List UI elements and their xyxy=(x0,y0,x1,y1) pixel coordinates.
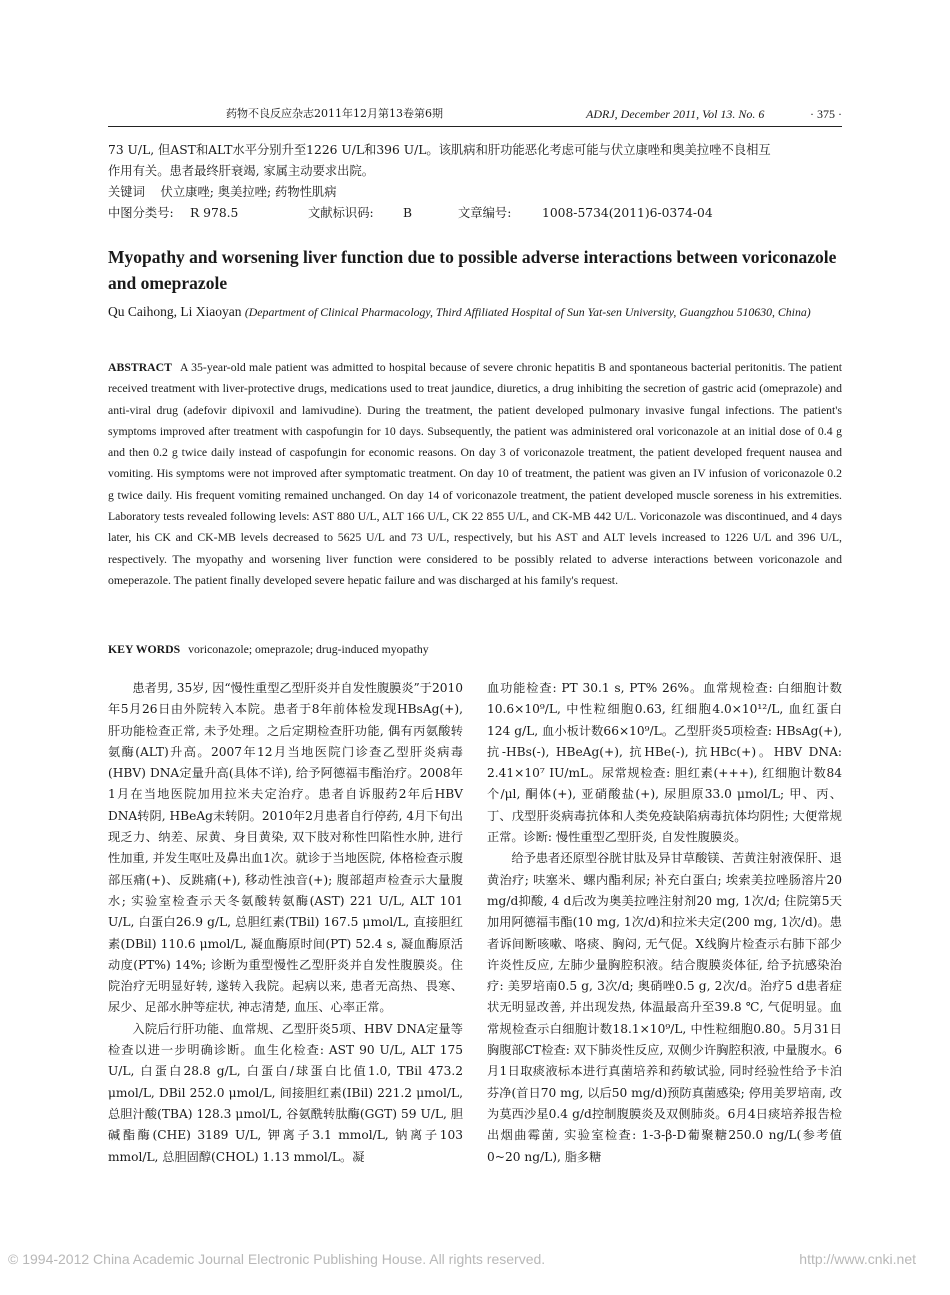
keywords-en-value: voriconazole; omeprazole; drug-induced myopathy xyxy=(188,643,429,656)
copyright-footer xyxy=(8,1250,942,1268)
english-authors xyxy=(108,302,842,322)
abstract-label: ABSTRACT xyxy=(108,361,172,374)
body-column-right xyxy=(487,678,842,1168)
article-label: 文章编号: xyxy=(458,206,512,220)
body-paragraph: 给予患者还原型谷胱甘肽及异甘草酸镁、苦黄注射液保肝、退黄治疗; 呋塞米、螺内酯利尿; 补充白蛋白; 埃索美拉唑肠溶片20 mg/d抑酸, 4 d后改为奥美拉唑注射剂20 mg, 1次/d; 住院第5天加用阿德福韦酯(10 mg, 1次/d)和拉米夫定(200 mg, 1次/d)。患者诉间断咳嗽、咯痰、胸闷, 无气促。X线胸片检查示右肺下部少许炎性反应, 左肺少量胸腔积液。结合腹膜炎体征, 给予抗感染治疗: 美罗培南0.5 g, 3次/d; 奥硝唑0.5 g, 2次/d。治疗5 d患者症状无明显改善, 并出现发热, 体温最高升至39.8 ℃, 气促明显。血常规检查示白细胞计数18.1×10⁹/L, 中性粒细胞0.80。5月31日胸腹部CT检查: 双下肺炎性反应, 双侧少许胸腔积液, 中量腹水。6月1日取痰液标本进行真菌培养和药敏试验, 同时经验性给予卡泊芬净(首日70 mg, 以后50 mg/d)预防真菌感染; 停用美罗培南, 改为莫西沙星0.4 g/d控制腹膜炎及双侧肺炎。6月4日痰培养报告检出烟曲霉菌, 实验室检查: 1-3-β-D葡聚糖250.0 ng/L(参考值0~20 ng/L), 脂多糖 xyxy=(487,851,842,1164)
body-paragraph: 血功能检查: PT 30.1 s, PT% 26%。血常规检查: 白细胞计数10.6×10⁹/L, 中性粒细胞0.63, 红细胞4.0×10¹²/L, 血红蛋白124 g/L, 血小板计数66×10⁹/L。乙型肝炎5项检查: HBsAg(+), 抗-HBs(-), HBeAg(+), 抗HBe(-), 抗HBc(+)。HBV DNA: 2.41×10⁷ IU/mL。尿常规检查: 胆红素(+++), 红细胞计数84个/μl, 酮体(+), 亚硝酸盐(+), 尿胆原33.0 μmol/L; 甲、丙、丁、戊型肝炎病毒抗体和人类免疫缺陷病毒抗体均阴性; 大便常规正常。诊断: 慢性重型乙型肝炎, 自发性腹膜炎。 xyxy=(487,681,842,845)
keywords-cn-value: 伏立康唑; 奥美拉唑; 药物性肌病 xyxy=(160,185,337,199)
abstract-text: A 35-year-old male patient was admitted to hospital because of severe chronic hepatitis B and spontaneous bacterial peritonitis. The patient received treatment with liver-protective drugs, medications used to treat jaundice, diuretics, a drug inhibiting the secretion of gastric acid (omeprazole) and anti-viral drug (adefovir dipivoxil and lamivudine). During the treatment, the patient developed pulmonary invasive fungal infections. The patient's symptoms improved after treatment with caspofungin for 10 days. Subsequently, the patient was administered oral voriconazole at an initial dose of 0.4 g and then 0.2 g twice daily instead of caspofungin for economic reasons. On day 3 of voriconazole treatment, the patient developed frequent nausea and vomiting. His symptoms were not improved after symptomatic treatment. On day 10 of treatment, the patient was given an IV infusion of voriconazole 0.2 g twice daily. His frequent vomiting remained unchanged. On day 14 of voriconazole treatment, the patient developed muscle soreness in his extremities. Laboratory tests revealed following levels: AST 880 U/L, ALT 166 U/L, CK 22 855 U/L, and CK-MB 442 U/L. Voriconazole was discontinued, and 4 days later, his CK and CK-MB levels decreased to 5625 U/L and 73 U/L, respectively, but his AST and ALT levels increased to 1226 U/L and 396 U/L, respectively. The myopathy and worsening liver function were considered to be possibly related to adverse interactions between voriconazole and omeperazole. The patient finally developed severe hepatic failure and was discharged at his family's request. xyxy=(108,361,842,587)
running-header xyxy=(108,104,842,127)
author-names: Qu Caihong, Li Xiaoyan xyxy=(108,304,242,319)
footer-url[interactable]: http://www.cnki.net xyxy=(799,1251,916,1267)
keywords-cn xyxy=(108,182,842,203)
header-journal-cn: 药物不良反应杂志2011年12月第13卷第6期 xyxy=(226,107,443,120)
author-affiliation: (Department of Clinical Pharmacology, Third Affiliated Hospital of Sun Yat-sen University, Guangzhou 510630, China) xyxy=(244,305,811,319)
clc-label: 中图分类号: xyxy=(108,206,174,220)
header-page-number: · 375 · xyxy=(810,107,842,121)
english-title: Myopathy and worsening liver function due to possible adverse interactions between voriconazole and omeprazole xyxy=(108,247,837,293)
chinese-abstract-tail xyxy=(108,140,842,224)
article-value: 1008-5734(2011)6-0374-04 xyxy=(542,206,713,220)
body-paragraph: 患者男, 35岁, 因“慢性重型乙型肝炎并自发性腹膜炎”于2010年5月26日由外院转入本院。患者于8年前体检发现HBsAg(+), 肝功能检查正常, 未予处理。之后定期检查肝功能, 偶有丙氨酸转氨酶(ALT)升高。2007年12月当地医院门诊查乙型肝炎病毒(HBV) DNA定量升高(具体不详), 给予阿德福韦酯治疗。2008年1月在当地医院加用拉米夫定治疗。患者自诉服药2年后HBV DNA转阴, HBeAg未转阴。2010年2月患者自行停药, 4月下旬出现乏力、纳差、尿黄、身目黄染, 双下肢对称性凹陷性水肿, 进行性加重, 并发生呕吐及鼻出血1次。就诊于当地医院, 体格检查示腹部压痛(+)、反跳痛(+), 移动性浊音(+); 腹部超声检查示大量腹水; 实验室检查示天冬氨酸转氨酶(AST) 221 U/L, ALT 101 U/L, 白蛋白26.9 g/L, 总胆红素(TBil) 167.5 μmol/L, 直接胆红素(DBil) 110.6 μmol/L, 凝血酶原时间(PT) 52.4 s, 凝血酶原活动度(PT%) 14%; 诊断为重型慢性乙型肝炎并自发性腹膜炎。住院治疗无明显好转, 遂转入我院。起病以来, 患者无高热、畏寒、尿少、足部水肿等症状, 神志清楚, 血压、心率正常。 xyxy=(108,681,463,1015)
classification-row xyxy=(108,203,842,224)
doc-value: B xyxy=(403,206,413,220)
clc-value: R 978.5 xyxy=(190,206,239,220)
abstract-cn-line-2: 作用有关。患者最终肝衰竭, 家属主动要求出院。 xyxy=(108,164,375,178)
body-paragraph: 入院后行肝功能、血常规、乙型肝炎5项、HBV DNA定量等检查以进一步明确诊断。血生化检查: AST 90 U/L, ALT 175 U/L, 白蛋白28.8 g/L, 白蛋白/球蛋白比值1.0, TBil 473.2 μmol/L, DBil 252.0 μmol/L, 间接胆红素(IBil) 221.2 μmol/L, 总胆汁酸(TBA) 128.3 μmol/L, 谷氨酰转肽酶(GGT) 59 U/L, 胆碱酯酶(CHE) 3189 U/L, 钾离子3.1 mmol/L, 钠离子103 mmol/L, 总胆固醇(CHOL) 1.13 mmol/L。凝 xyxy=(108,1021,463,1164)
english-keywords xyxy=(108,640,842,660)
footer-copyright: © 1994-2012 China Academic Journal Electronic Publishing House. All rights reserved. xyxy=(8,1251,546,1267)
keywords-en-label: KEY WORDS xyxy=(108,643,181,656)
doc-label: 文献标识码: xyxy=(308,206,374,220)
body-column-left xyxy=(108,678,463,1168)
keywords-cn-label: 关键词 xyxy=(108,185,145,199)
header-journal-en: ADRJ, December 2011, Vol 13. No. 6 xyxy=(586,107,765,121)
abstract-cn-line-1: 73 U/L, 但AST和ALT水平分别升至1226 U/L和396 U/L。该肌病和肝功能恶化考虑可能与伏立康唑和奥美拉唑不良相互 xyxy=(108,143,771,157)
english-abstract xyxy=(108,357,842,591)
